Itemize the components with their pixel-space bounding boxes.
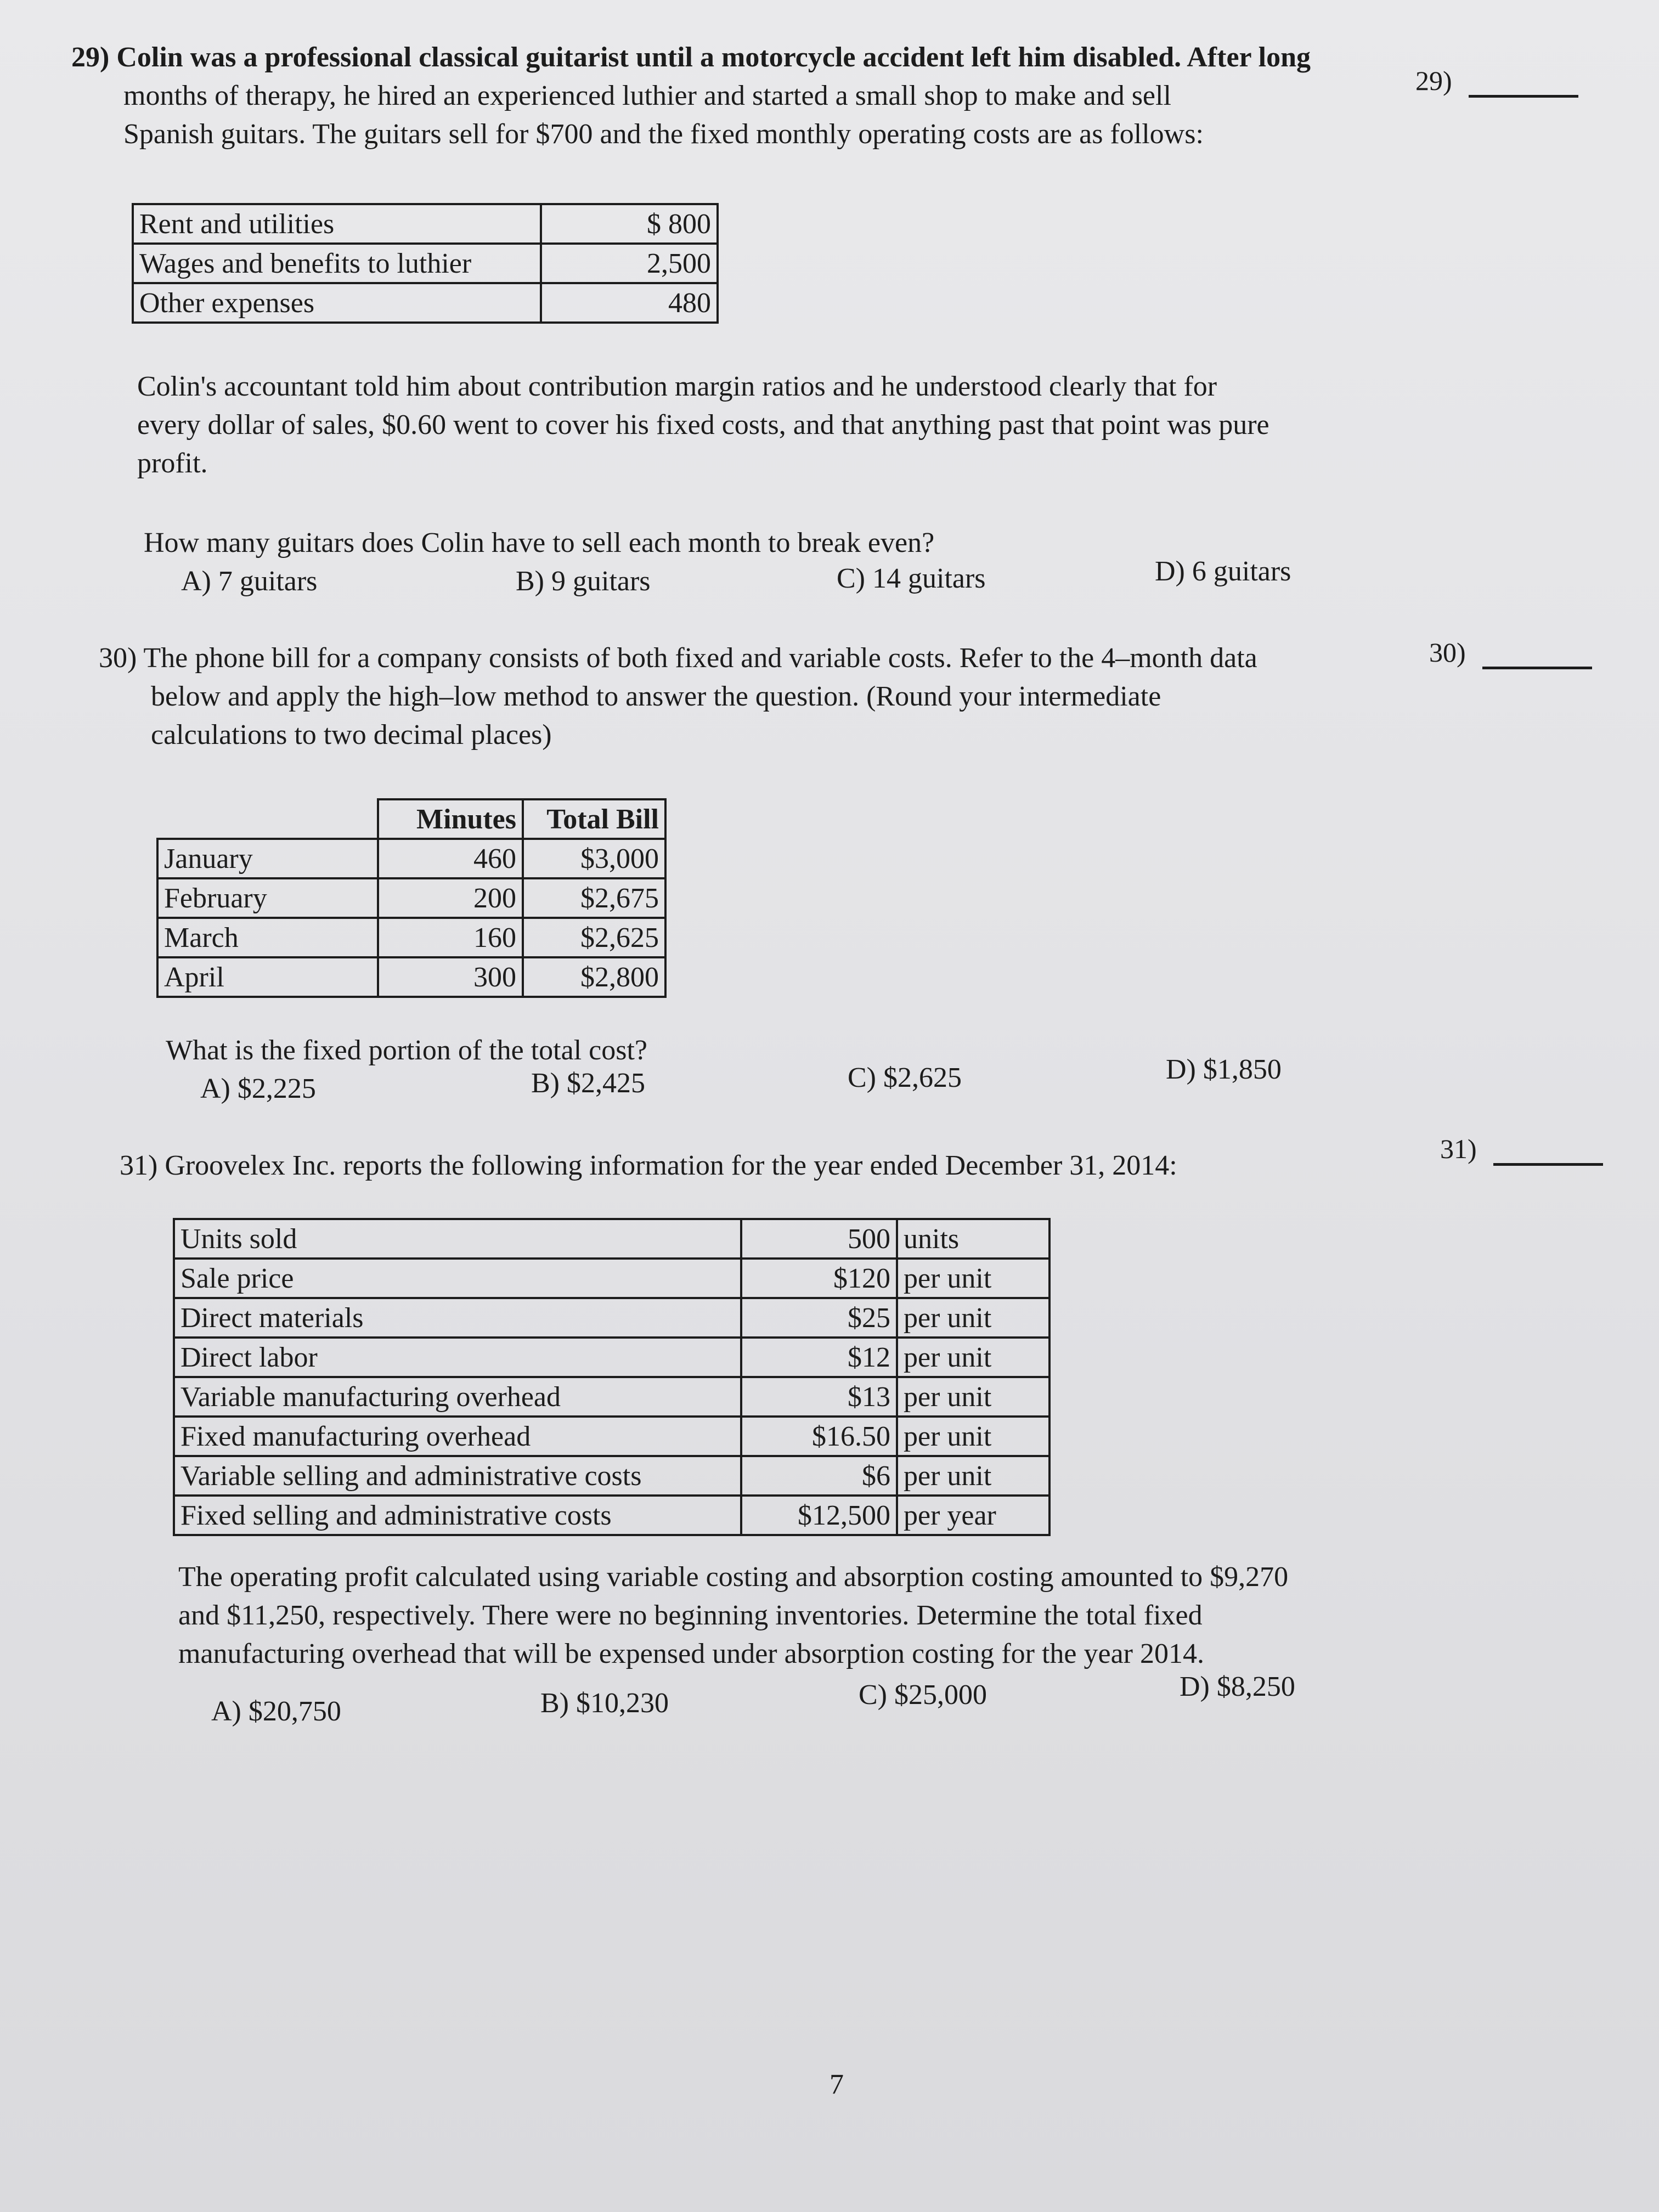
- q31-label: Sale price: [174, 1259, 741, 1298]
- q29-line-2: months of therapy, he hired an experienced luthier and started a small shop to make and sell: [123, 80, 1171, 111]
- q31-unit: per unit: [897, 1298, 1049, 1338]
- q29-row-value: 2,500: [541, 244, 718, 283]
- q31-answer-number: 31): [1440, 1133, 1477, 1164]
- q31-value: $25: [741, 1298, 897, 1338]
- q29-para-line-1: Colin's accountant told him about contribution margin ratios and he understood clearly that for: [137, 371, 1217, 402]
- q29-option-d[interactable]: D) 6 guitars: [1155, 556, 1291, 587]
- table-row: [157, 957, 665, 997]
- q29-row-value: $ 800: [541, 204, 718, 244]
- q31-unit: per unit: [897, 1338, 1049, 1377]
- q31-unit: units: [897, 1219, 1049, 1259]
- q30-line-1: 30) The phone bill for a company consists of both fixed and variable costs. Refer to the 4–month data: [99, 642, 1257, 674]
- bill-cell: $2,625: [523, 918, 665, 957]
- table-row: [174, 1417, 1049, 1456]
- month-cell: January: [157, 839, 378, 878]
- q29-para-line-3: profit.: [137, 448, 208, 479]
- q31-value: $120: [741, 1259, 897, 1298]
- q31-label: Fixed selling and administrative costs: [174, 1496, 741, 1535]
- q31-answer-blank[interactable]: [1440, 1133, 1603, 1166]
- q30-option-c[interactable]: C) $2,625: [848, 1062, 962, 1093]
- q31-value: $12,500: [741, 1496, 897, 1535]
- table-row: [133, 244, 718, 283]
- q31-option-a[interactable]: A) $20,750: [211, 1696, 341, 1727]
- table-row: [174, 1259, 1049, 1298]
- q30-option-a[interactable]: A) $2,225: [200, 1073, 316, 1104]
- q30-text: [99, 639, 1415, 754]
- q29-paragraph: [137, 368, 1454, 483]
- q29-option-c[interactable]: C) 14 guitars: [837, 563, 986, 594]
- q30-answer-number: 30): [1429, 637, 1466, 668]
- minutes-cell: 200: [378, 878, 523, 918]
- q29-question: How many guitars does Colin have to sell each month to break even?: [144, 527, 935, 558]
- q31-label: Direct materials: [174, 1298, 741, 1338]
- q31-option-b[interactable]: B) $10,230: [540, 1688, 669, 1719]
- month-cell: February: [157, 878, 378, 918]
- minutes-cell: 160: [378, 918, 523, 957]
- q29-text: [71, 38, 1388, 154]
- q31-label: Fixed manufacturing overhead: [174, 1417, 741, 1456]
- q31-option-c[interactable]: C) $25,000: [859, 1679, 987, 1711]
- q29-option-b[interactable]: B) 9 guitars: [516, 566, 651, 597]
- q29-answer-number: 29): [1415, 65, 1452, 96]
- minutes-cell: 300: [378, 957, 523, 997]
- q29-para-line-2: every dollar of sales, $0.60 went to cover his fixed costs, and that anything past that point was pure: [137, 409, 1269, 441]
- table-row: [174, 1377, 1049, 1417]
- table-row: [157, 918, 665, 957]
- q30-option-d[interactable]: D) $1,850: [1166, 1054, 1282, 1085]
- q29-row-label: Rent and utilities: [133, 204, 541, 244]
- month-cell: March: [157, 918, 378, 957]
- table-row: [133, 204, 718, 244]
- header-total-bill: Total Bill: [523, 799, 665, 839]
- bill-cell: $3,000: [523, 839, 665, 878]
- q31-option-d[interactable]: D) $8,250: [1180, 1671, 1295, 1702]
- q31-label: Variable selling and administrative costs: [174, 1456, 741, 1496]
- q31-para-line-3: manufacturing overhead that will be expensed under absorption costing for the year 2014.: [178, 1638, 1204, 1669]
- q31-value: 500: [741, 1219, 897, 1259]
- q31-value: $16.50: [741, 1417, 897, 1456]
- table-header-row: [157, 799, 665, 839]
- q30-line-2: below and apply the high–low method to answer the question. (Round your intermediate: [151, 681, 1161, 712]
- q29-row-label: Other expenses: [133, 283, 541, 323]
- q31-label: Variable manufacturing overhead: [174, 1377, 741, 1417]
- q31-value: $13: [741, 1377, 897, 1417]
- q31-value: $12: [741, 1338, 897, 1377]
- q30-answer-blank[interactable]: [1429, 636, 1592, 669]
- q30-phone-table: [156, 798, 667, 998]
- q30-question: What is the fixed portion of the total cost?: [166, 1035, 647, 1066]
- bill-cell: $2,800: [523, 957, 665, 997]
- q29-option-a[interactable]: A) 7 guitars: [181, 566, 318, 597]
- q29-answer-blank[interactable]: [1415, 65, 1578, 98]
- q31-para-line-1: The operating profit calculated using variable costing and absorption costing amounted to $9,270: [178, 1561, 1289, 1593]
- q31-text: 31) Groovelex Inc. reports the following information for the year ended December 31, 2014:: [120, 1150, 1177, 1181]
- q29-line-1: 29) Colin was a professional classical guitarist until a motorcycle accident left him disabled. After long: [71, 42, 1311, 73]
- table-row: [174, 1338, 1049, 1377]
- table-row: [174, 1456, 1049, 1496]
- q29-row-label: Wages and benefits to luthier: [133, 244, 541, 283]
- minutes-cell: 460: [378, 839, 523, 878]
- q31-unit: per unit: [897, 1417, 1049, 1456]
- table-row: [174, 1496, 1049, 1535]
- q29-row-value: 480: [541, 283, 718, 323]
- table-row: [157, 839, 665, 878]
- q31-unit: per unit: [897, 1456, 1049, 1496]
- q31-unit: per unit: [897, 1259, 1049, 1298]
- q29-cost-table: [132, 203, 719, 324]
- q30-option-b[interactable]: B) $2,425: [531, 1068, 645, 1099]
- bill-cell: $2,675: [523, 878, 665, 918]
- header-minutes: Minutes: [378, 799, 523, 839]
- q30-line-3: calculations to two decimal places): [151, 719, 552, 751]
- q31-label: Units sold: [174, 1219, 741, 1259]
- q31-unit: per year: [897, 1496, 1049, 1535]
- table-row: [174, 1298, 1049, 1338]
- table-corner: [157, 799, 378, 839]
- table-row: [174, 1219, 1049, 1259]
- q31-paragraph: [178, 1558, 1495, 1673]
- table-row: [157, 878, 665, 918]
- q31-value: $6: [741, 1456, 897, 1496]
- q31-cost-table: [173, 1218, 1051, 1536]
- q31-label: Direct labor: [174, 1338, 741, 1377]
- page-number: 7: [830, 2069, 844, 2100]
- month-cell: April: [157, 957, 378, 997]
- q31-unit: per unit: [897, 1377, 1049, 1417]
- table-row: [133, 283, 718, 323]
- q29-line-3: Spanish guitars. The guitars sell for $700 and the fixed monthly operating costs are as follows:: [123, 119, 1204, 150]
- q31-para-line-2: and $11,250, respectively. There were no beginning inventories. Determine the total fixed: [178, 1600, 1203, 1631]
